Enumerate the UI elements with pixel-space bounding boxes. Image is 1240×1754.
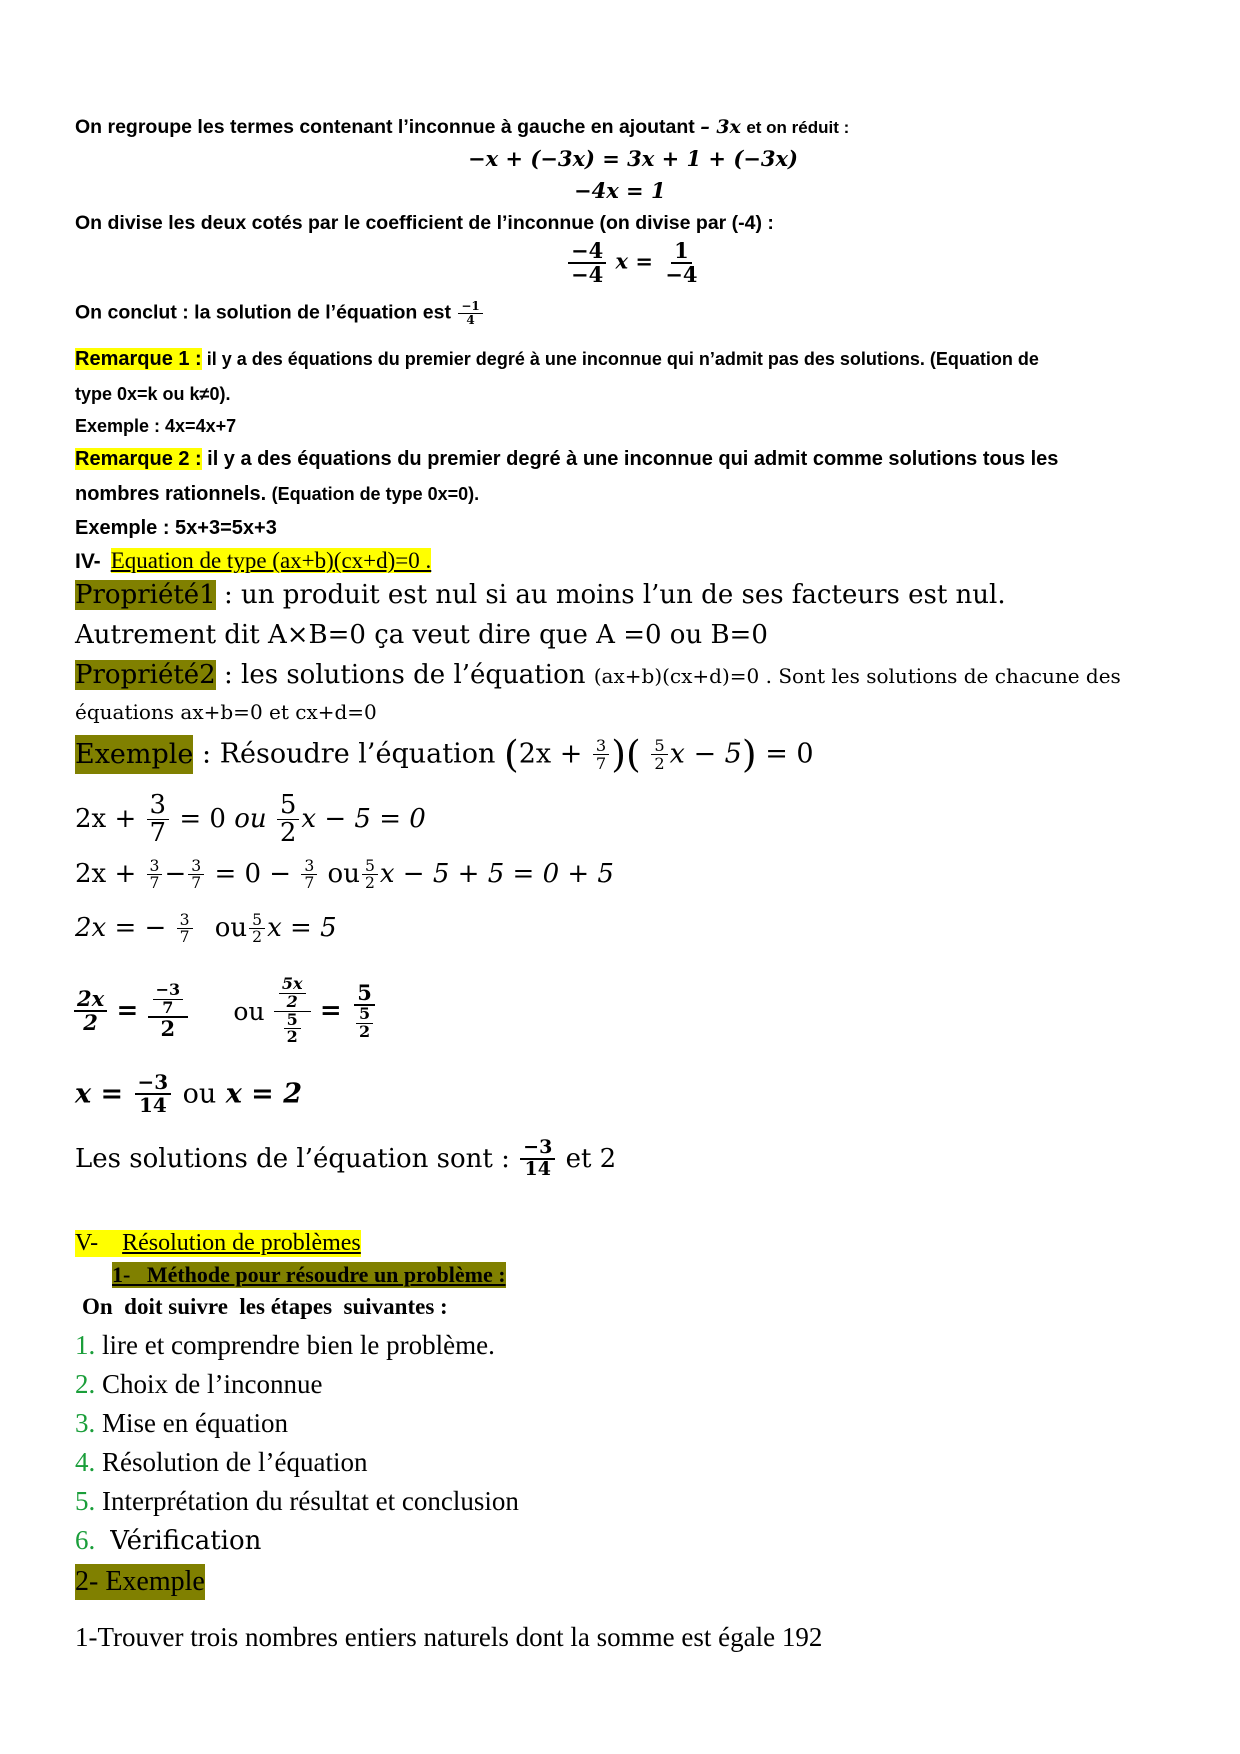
frac-num: −1: [458, 300, 482, 314]
frac-num: 5: [362, 858, 378, 875]
frac-den: 14: [524, 1157, 551, 1180]
step-2-frac-c: [301, 858, 317, 892]
step-1-a: 2x +: [75, 803, 137, 834]
nested-frac: [284, 1009, 301, 1047]
frac-num: 3: [593, 737, 609, 755]
solutions-frac: [520, 1138, 555, 1180]
step-text: Choix de l’inconnue: [102, 1369, 323, 1399]
frac-num: 3: [177, 912, 193, 929]
intro-line1: [75, 116, 849, 139]
frac-den: 7: [149, 874, 160, 893]
step-item: [75, 1443, 519, 1482]
section-4-title: Equation de type (ax+b)(cx+d)=0 .: [110, 548, 432, 573]
propriete-2-label: Propriété2: [75, 660, 216, 690]
remarque-1-example: Exemple : 4x=4x+7: [75, 416, 237, 436]
remarque-2-line2: [75, 483, 479, 506]
step-5-b: x = 2: [225, 1078, 302, 1110]
step-2-ou: ou: [327, 858, 360, 889]
conclusion-text: On conclut : la solution de l’équation est: [75, 301, 451, 324]
section-4-heading: [75, 548, 431, 574]
right-paren: ): [741, 732, 757, 776]
frac-den: −4: [665, 262, 698, 288]
frac-den: 2: [286, 991, 298, 1011]
remarque-2-example: Exemple : 5x+3=5x+3: [75, 517, 277, 539]
step-text: Vérification: [102, 1526, 262, 1556]
ex-eq-frac2: [651, 737, 667, 772]
ex-eq-b: x − 5: [669, 738, 742, 770]
step-1-ou: ou: [234, 803, 267, 834]
frac-den: 2: [286, 1027, 298, 1047]
section-5-sub1: 1- Méthode pour résoudre un problème :: [112, 1262, 506, 1287]
step-number: 6.: [75, 1525, 96, 1555]
equation-3: [566, 240, 703, 286]
step-text: Interprétation du résultat et conclusion: [102, 1486, 519, 1516]
solutions-line: [75, 1138, 616, 1180]
frac-den: 7: [191, 874, 202, 893]
frac-num: 2x: [74, 988, 107, 1012]
frac-den: 2: [364, 874, 375, 893]
step-5: [75, 1072, 302, 1116]
step-1-frac: [147, 792, 170, 848]
frac-num: −3: [520, 1138, 555, 1160]
frac-den: 2: [83, 1010, 98, 1036]
frac-den: [351, 1003, 378, 1041]
step-1: [75, 792, 426, 848]
intro-line2: On divise les deux cotés par le coefficient de l’inconnue (on divise par (-4) :: [75, 212, 774, 234]
remarque-1: [75, 348, 1039, 371]
intro-line1-math: – 3x: [700, 116, 741, 138]
step-item: [75, 1326, 519, 1365]
frac-num: 1: [671, 240, 692, 264]
step-2-frac-d: [362, 858, 378, 892]
right-paren: ): [611, 732, 626, 776]
step-2-a: 2x +: [75, 858, 137, 889]
frac-num: 5: [249, 912, 265, 929]
section-5-sub2: 2- Exemple: [75, 1564, 205, 1600]
frac-num: 3: [188, 858, 204, 875]
step-4-ou: ou: [233, 996, 265, 1026]
frac-num: 3: [301, 858, 317, 875]
step-number: 2.: [75, 1369, 96, 1399]
frac-num: 5: [277, 792, 300, 820]
step-5-ou: ou: [182, 1078, 217, 1110]
step-text: Mise en équation: [102, 1408, 288, 1438]
section-5-number: V-: [75, 1230, 99, 1256]
frac-den: 2: [358, 1021, 371, 1041]
remarque-1-text: il y a des équations du premier degré à une inconnue qui n’admit pas des solutions. (Equation de: [206, 349, 1039, 369]
step-number: 5.: [75, 1486, 96, 1516]
frac-num: −3: [135, 1072, 172, 1095]
frac-num: −3: [153, 982, 184, 1000]
intro-line1-text: On regroupe les termes contenant l’inconnue à gauche en ajoutant: [75, 116, 695, 138]
step-4-frac-mid: [274, 976, 311, 1046]
step-text: lire et comprendre bien le problème.: [102, 1330, 495, 1360]
solutions-text: Les solutions de l’équation sont :: [75, 1143, 510, 1174]
nested-frac: [356, 1003, 373, 1041]
frac-den: 2: [654, 753, 665, 773]
step-text: Résolution de l’équation: [102, 1447, 368, 1477]
remarque-1-label: Remarque 1 :: [75, 348, 202, 370]
nested-frac: [153, 979, 184, 1017]
equation-2: −4x = 1: [574, 178, 666, 203]
frac-den: −4: [571, 262, 604, 288]
propriete-2-line2: équations ax+b=0 et cx+d=0: [75, 700, 377, 724]
propriete-1-line2: Autrement dit A×B=0 ça veut dire que A =0 ou B=0: [75, 620, 768, 650]
step-3-frac2: [249, 912, 265, 946]
step-3-frac: [177, 912, 193, 946]
section-4-number: IV-: [75, 550, 101, 573]
propriete-2-text: : les solutions de l’équation: [224, 660, 586, 690]
frac-den: 7: [149, 818, 167, 849]
frac-num: 5: [354, 982, 375, 1006]
step-2-frac-b: [188, 858, 204, 892]
step-item: [75, 1365, 519, 1404]
step-4-eq: =: [116, 996, 139, 1027]
equation-3-frac-b: [662, 240, 700, 286]
solutions-end: et 2: [565, 1143, 617, 1174]
frac-num: 5: [284, 1012, 301, 1030]
equation-3-frac-a: [568, 240, 606, 286]
frac-den: 2: [279, 818, 297, 849]
exemple-statement: [75, 732, 814, 776]
remarque-2: [75, 448, 1058, 471]
step-3-a: 2x = −: [75, 912, 167, 943]
frac-den: 2: [160, 1016, 176, 1042]
nested-frac: [279, 976, 306, 1011]
step-5-a: x =: [75, 1078, 124, 1110]
propriete-1: [75, 580, 1006, 610]
frac-num: −4: [568, 240, 606, 264]
frac-den: 7: [595, 753, 607, 773]
frac-num: 5: [356, 1006, 373, 1024]
frac-den: 14: [138, 1093, 167, 1117]
frac-num: [148, 979, 189, 1019]
ex-eq-frac1: [593, 737, 609, 772]
remarque-2-text2a: nombres rationnels.: [75, 483, 267, 505]
equation-1: −x + (−3x) = 3x + 1 + (−3x): [468, 146, 798, 171]
remarque-2-label: Remarque 2 :: [75, 448, 202, 470]
propriete-2-small: (ax+b)(cx+d)=0 . Sont les solutions de chacune des: [593, 664, 1121, 688]
steps-list: [75, 1326, 519, 1561]
step-4-frac-left: [74, 988, 107, 1034]
step-item: [75, 1521, 519, 1561]
step-3-ou: ou: [214, 912, 248, 943]
step-number: 4.: [75, 1447, 96, 1477]
left-paren: (: [625, 732, 641, 776]
remarque-2-text2b: (Equation de type 0x=0).: [271, 484, 480, 504]
step-4-eq2: =: [319, 996, 342, 1027]
frac-den: 7: [304, 874, 315, 893]
step-item: [75, 1404, 519, 1443]
step-4-frac-end: [351, 979, 378, 1041]
step-2-c: x − 5 + 5 = 0 + 5: [379, 858, 614, 889]
step-2-b: = 0 −: [214, 858, 292, 889]
step-1-c: x − 5 = 0: [301, 803, 426, 834]
ex-eq-a: 2x +: [518, 738, 583, 770]
ex-eq-end: = 0: [765, 738, 814, 770]
section-5-title: Résolution de problèmes: [122, 1230, 361, 1256]
step-3-c: x = 5: [267, 912, 337, 943]
frac-den: 2: [252, 928, 263, 947]
exemple-text: : Résoudre l’équation: [202, 738, 496, 770]
remarque-1-line2: type 0x=k ou k≠0).: [75, 384, 231, 404]
step-5-frac: [135, 1072, 172, 1116]
step-2-minus: −: [164, 858, 187, 889]
problem-statement: 1-Trouver trois nombres entiers naturels dont la somme est égale 192: [75, 1622, 823, 1652]
intro-line1-end: et on réduit :: [746, 118, 850, 137]
step-1-b: = 0: [179, 803, 226, 834]
step-number: 1.: [75, 1330, 96, 1360]
step-4: [72, 976, 380, 1046]
step-4-frac-right: [148, 979, 189, 1042]
frac-den: 7: [179, 928, 190, 947]
remarque-2-text: il y a des équations du premier degré à une inconnue qui admit comme solutions tous les: [207, 448, 1059, 470]
conclusion-frac: [458, 300, 482, 326]
exemple-label: Exemple: [75, 735, 193, 774]
step-item: [75, 1482, 519, 1521]
step-number: 3.: [75, 1408, 96, 1438]
frac-num: 5: [651, 737, 667, 755]
step-2-frac-a: [147, 858, 163, 892]
section-5-intro: On doit suivre les étapes suivantes :: [82, 1294, 448, 1319]
frac-num: 5x: [279, 976, 306, 994]
frac-num: 3: [147, 858, 163, 875]
left-paren: (: [503, 732, 519, 776]
intro-conclusion: [75, 300, 485, 326]
step-3: [75, 912, 337, 946]
propriete-1-text: : un produit est nul si au moins l’un de ses facteurs est nul.: [224, 580, 1006, 610]
step-1-frac2: [277, 792, 300, 848]
propriete-1-label: Propriété1: [75, 580, 216, 610]
section-5-heading: [75, 1230, 361, 1257]
propriete-2: [75, 660, 1121, 690]
step-2: [75, 858, 614, 892]
frac-num: [274, 976, 311, 1012]
frac-den: [279, 1009, 306, 1047]
frac-den: 7: [162, 997, 174, 1017]
frac-den: 4: [466, 312, 475, 327]
equation-3-x: x =: [615, 248, 653, 274]
frac-num: 3: [147, 792, 170, 820]
